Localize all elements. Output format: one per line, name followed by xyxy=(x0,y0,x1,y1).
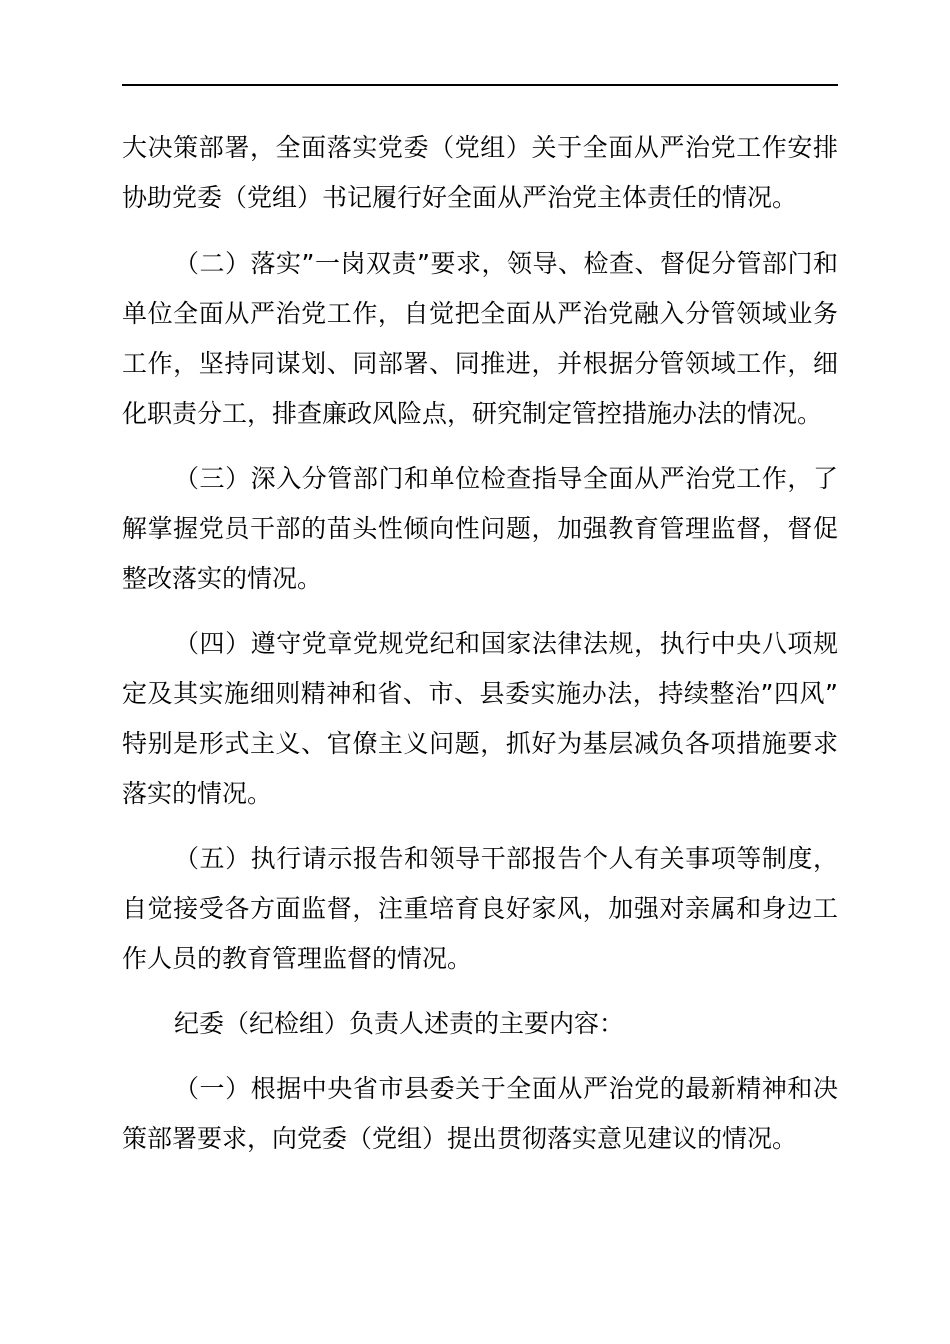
section-heading: 纪委（纪检组）负责人述责的主要内容： xyxy=(174,1009,625,1038)
text-line: 特别是形式主义、官僚主义问题，抓好为基层减负各项措施要求 xyxy=(122,729,838,758)
text-line: （五）执行请示报告和领导干部报告个人有关事项等制度， xyxy=(174,844,838,873)
text-line: 落实的情况。 xyxy=(122,779,273,808)
text-line: （四）遵守党章党规党纪和国家法律法规，执行中央八项规 xyxy=(174,629,838,658)
text-line: 解掌握党员干部的苗头性倾向性问题，加强教育管理监督，督促 xyxy=(122,514,838,543)
text-line: 化职责分工，排查廉政风险点，研究制定管控措施办法的情况。 xyxy=(122,399,823,428)
text-line: 整改落实的情况。 xyxy=(122,564,323,593)
text-line: 大决策部署，全面落实党委（党组）关于全面从严治党工作安排 xyxy=(122,133,838,162)
text-line: 策部署要求，向党委（党组）提出贯彻落实意见建议的情况。 xyxy=(122,1124,798,1153)
text-line: （一）根据中央省市县委关于全面从严治党的最新精神和决 xyxy=(174,1074,838,1103)
header-divider xyxy=(122,84,838,86)
text-line: 作人员的教育管理监督的情况。 xyxy=(122,944,473,973)
text-line: 自觉接受各方面监督，注重培育良好家风，加强对亲属和身边工 xyxy=(122,894,838,923)
text-line: （二）落实”一岗双责”要求，领导、检查、督促分管部门和 xyxy=(174,249,838,278)
text-line: 工作，坚持同谋划、同部署、同推进，并根据分管领域工作，细 xyxy=(122,349,838,378)
text-line: （三）深入分管部门和单位检查指导全面从严治党工作，了 xyxy=(174,464,838,493)
text-line: 定及其实施细则精神和省、市、县委实施办法，持续整治”四风” xyxy=(122,679,838,708)
text-line: 协助党委（党组）书记履行好全面从严治党主体责任的情况。 xyxy=(122,183,798,212)
text-line: 单位全面从严治党工作，自觉把全面从严治党融入分管领域业务 xyxy=(122,299,838,328)
